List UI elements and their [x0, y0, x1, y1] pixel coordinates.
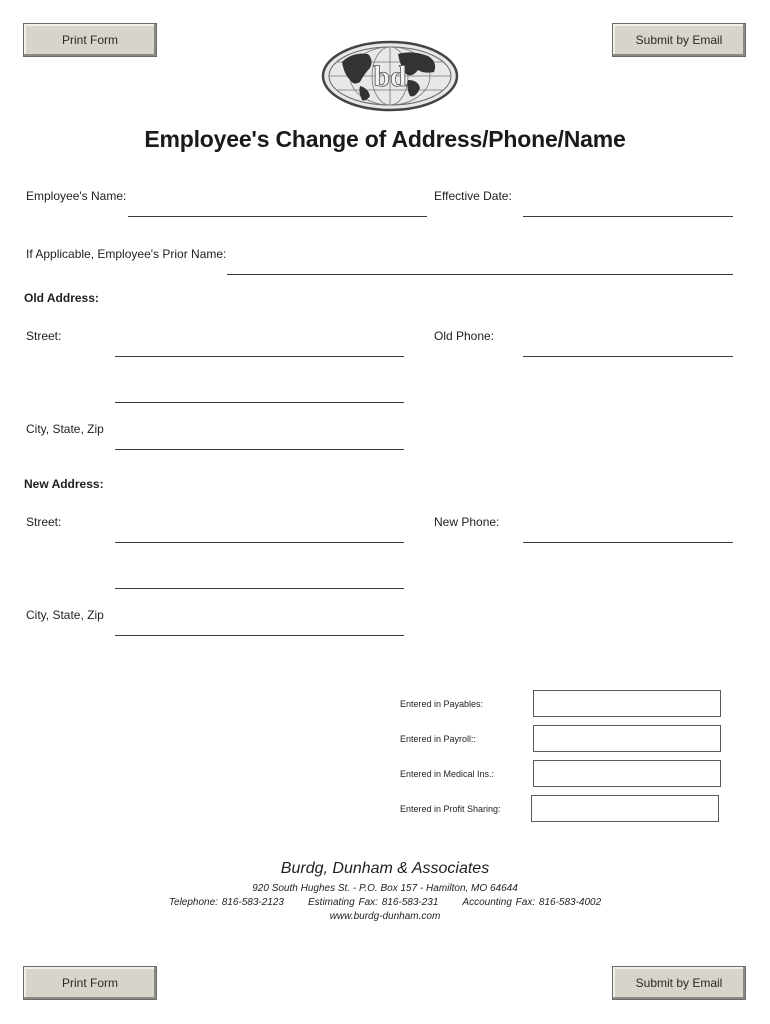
page-title: Employee's Change of Address/Phone/Name — [144, 126, 626, 152]
old-address-heading: Old Address: — [24, 291, 99, 305]
entered-in-profit-sharing-label: Entered in Profit Sharing: — [400, 804, 501, 814]
company-website: www.burdg-dunham.com — [329, 911, 441, 922]
old-street-label: Street: — [26, 329, 62, 343]
entered-in-medical-label: Entered in Medical Ins.: — [400, 769, 495, 779]
submit-by-email-button-top[interactable]: Submit by Email — [612, 23, 746, 57]
entered-in-payables-field[interactable] — [533, 690, 721, 717]
employee-name-field[interactable] — [128, 216, 427, 217]
new-address-heading: New Address: — [24, 477, 104, 491]
new-city-state-zip-label: City, State, Zip — [26, 608, 104, 622]
employee-name-label: Employee's Name: — [26, 189, 127, 203]
entered-in-payables-label: Entered in Payables: — [400, 699, 484, 709]
prior-name-label: If Applicable, Employee's Prior Name: — [26, 247, 227, 261]
accounting-fax-number: Accounting Fax: 816-583-4002 — [462, 897, 602, 908]
company-name: Burdg, Dunham & Associates — [280, 860, 490, 877]
print-form-button-bottom[interactable]: Print Form — [23, 966, 157, 1000]
old-street-field-1[interactable] — [115, 356, 404, 357]
new-street-label: Street: — [26, 515, 62, 529]
old-phone-label: Old Phone: — [434, 329, 495, 343]
effective-date-field[interactable] — [523, 216, 733, 217]
entered-in-medical-field[interactable] — [533, 760, 721, 787]
globe-logo-icon — [320, 40, 460, 112]
company-address: 920 South Hughes St. - P.O. Box 157 - Hamilton, MO 64644 — [252, 883, 518, 894]
old-street-field-2[interactable] — [115, 402, 404, 403]
new-street-field-1[interactable] — [115, 542, 404, 543]
old-city-state-zip-label: City, State, Zip — [26, 422, 104, 436]
prior-name-field[interactable] — [227, 274, 733, 275]
company-logo — [320, 40, 460, 112]
new-city-state-zip-field[interactable] — [115, 635, 404, 636]
submit-by-email-button-bottom[interactable]: Submit by Email — [612, 966, 746, 1000]
print-form-button-top[interactable]: Print Form — [23, 23, 157, 57]
telephone-number: Telephone: 816-583-2123 — [168, 897, 284, 908]
new-street-field-2[interactable] — [115, 588, 404, 589]
old-city-state-zip-field[interactable] — [115, 449, 404, 450]
entered-in-payroll-field[interactable] — [533, 725, 721, 752]
entered-in-payroll-label: Entered in Payroll:: — [400, 734, 477, 744]
new-phone-label: New Phone: — [434, 515, 500, 529]
old-phone-field[interactable] — [523, 356, 733, 357]
estimating-fax-number: Estimating Fax: 816-583-231 — [308, 897, 439, 908]
new-phone-field[interactable] — [523, 542, 733, 543]
effective-date-label: Effective Date: — [434, 189, 512, 203]
svg-text:bd: bd — [373, 60, 407, 93]
entered-in-profit-sharing-field[interactable] — [531, 795, 719, 822]
company-phones — [0, 897, 770, 908]
